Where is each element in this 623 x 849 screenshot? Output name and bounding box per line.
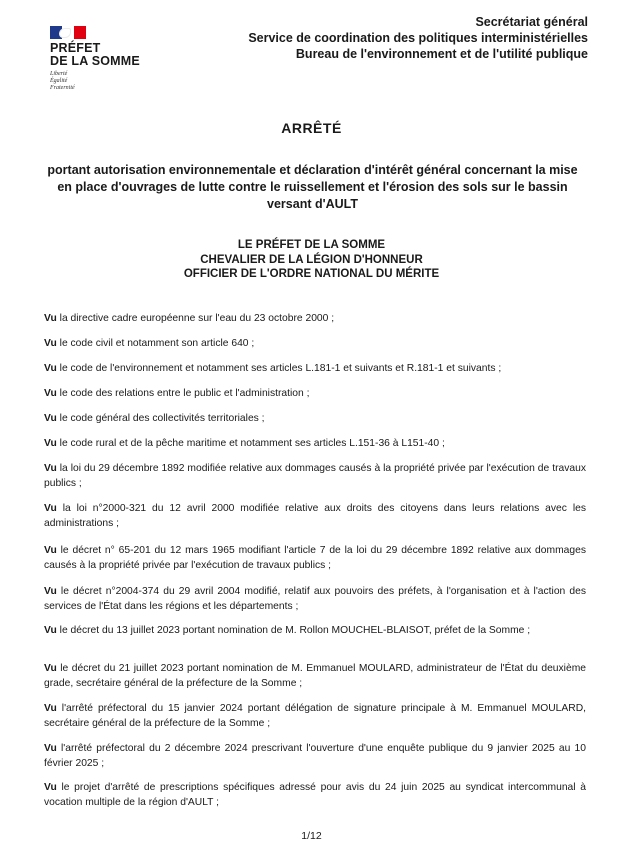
consideration-item [44, 337, 586, 352]
logo-line-2: DE LA SOMME [50, 54, 140, 68]
authority-line-3: OFFICIER DE L'ORDRE NATIONAL DU MÉRITE [183, 268, 440, 280]
document-title: ARRÊTÉ [281, 120, 342, 136]
motto-fraternite: Fraternité [50, 85, 75, 91]
logo-line-1: PRÉFET [50, 41, 101, 55]
logo-prefet-text [50, 42, 160, 68]
vu-label: Vu [44, 338, 57, 349]
vu-label: Vu [44, 388, 57, 399]
vu-label: Vu [44, 463, 57, 474]
consideration-item [44, 387, 586, 402]
consideration-text: le code général des collectivités territoriales ; [59, 413, 265, 424]
service-line-1: Secrétariat général [475, 15, 588, 29]
document-subject: portant autorisation environnementale et déclaration d'intérêt général concernant la mise en place d'ouvrages de lutte contre le ruissellement et l'érosion des sols sur le bassin versant d'AULT [47, 163, 578, 211]
consideration-text: le code de l'environnement et notamment ses articles L.181-1 et suivants et R.181-1 et suivants ; [59, 363, 502, 374]
consideration-text: la loi n°2000-321 du 12 avril 2000 modifiée relative aux droits des citoyens dans leurs relations avec les administrations ; [44, 503, 586, 529]
vu-label: Vu [44, 703, 57, 714]
consideration-text: le décret n°2004-374 du 29 avril 2004 modifié, relatif aux pouvoirs des préfets, à l'organisation et à l'action des services de l'État dans les régions et les départements ; [44, 586, 586, 612]
consideration-text: la directive cadre européenne sur l'eau du 23 octobre 2000 ; [59, 313, 335, 324]
vu-label: Vu [44, 545, 57, 556]
consideration-item [44, 502, 586, 531]
vu-label: Vu [44, 663, 57, 674]
consideration-item [44, 662, 586, 691]
consideration-item [44, 624, 586, 639]
consideration-text: le code des relations entre le public et l'administration ; [59, 388, 310, 399]
consideration-item [44, 702, 586, 731]
consideration-item [44, 462, 586, 491]
consideration-item [44, 781, 586, 810]
consideration-item [44, 412, 586, 427]
consideration-text: le décret du 21 juillet 2023 portant nomination de M. Emmanuel MOULARD, administrateur de l'État du deuxième grade, secrétaire général de la préfecture de la Somme ; [44, 663, 586, 689]
consideration-item [44, 362, 586, 377]
consideration-text: l'arrêté préfectoral du 2 décembre 2024 prescrivant l'ouverture d'une enquête publique du 9 janvier 2025 au 10 février 2025 ; [44, 743, 586, 769]
vu-label: Vu [44, 782, 57, 793]
vu-label: Vu [44, 438, 57, 449]
consideration-item [44, 437, 586, 452]
service-header [248, 14, 588, 62]
consideration-item [44, 742, 586, 771]
consideration-text: le projet d'arrêté de prescriptions spécifiques adressé pour avis du 24 juin 2025 au syndicat intercommunal à vocation multiple de la région d'AULT ; [44, 782, 586, 808]
authority-line-1: LE PRÉFET DE LA SOMME [237, 239, 386, 251]
vu-label: Vu [44, 313, 57, 324]
vu-label: Vu [44, 743, 57, 754]
authority-block [0, 238, 623, 282]
authority-line-2: CHEVALIER DE LA LÉGION D'HONNEUR [200, 253, 423, 266]
motto-egalite: Égalité [50, 78, 68, 84]
consideration-text: le code rural et de la pêche maritime et notamment ses articles L.151-36 à L151-40 ; [59, 438, 445, 449]
vu-label: Vu [44, 413, 57, 424]
consideration-text: l'arrêté préfectoral du 15 janvier 2024 portant délégation de signature principale à M. Emmanuel MOULARD, secrétaire général de la préfecture de la Somme ; [44, 703, 586, 729]
marianne-flag-icon [50, 26, 86, 39]
vu-label: Vu [44, 363, 57, 374]
consideration-text: le code civil et notamment son article 640 ; [59, 338, 255, 349]
republic-motto [50, 71, 160, 92]
service-line-2: Service de coordination des politiques interministérielles [248, 31, 588, 45]
consideration-item [44, 544, 586, 573]
page-number: 1/12 [301, 830, 322, 842]
consideration-text: le décret du 13 juillet 2023 portant nomination de M. Rollon MOUCHEL-BLAISOT, préfet de la Somme ; [59, 625, 531, 636]
consideration-text: le décret n° 65-201 du 12 mars 1965 modifiant l'article 7 de la loi du 29 décembre 1892 relative aux dommages causés à la propriété privée par l'exécution de travaux publics ; [44, 545, 586, 571]
prefecture-logo [50, 26, 160, 92]
consideration-text: la loi du 29 décembre 1892 modifiée relative aux dommages causés à la propriété privée par l'exécution de travaux publics ; [44, 463, 586, 489]
vu-label: Vu [44, 503, 57, 514]
vu-label: Vu [44, 625, 57, 636]
service-line-3: Bureau de l'environnement et de l'utilité publique [295, 47, 588, 61]
motto-liberte: Liberté [50, 71, 68, 77]
consideration-item [44, 312, 586, 327]
consideration-item [44, 585, 586, 614]
vu-label: Vu [44, 586, 57, 597]
